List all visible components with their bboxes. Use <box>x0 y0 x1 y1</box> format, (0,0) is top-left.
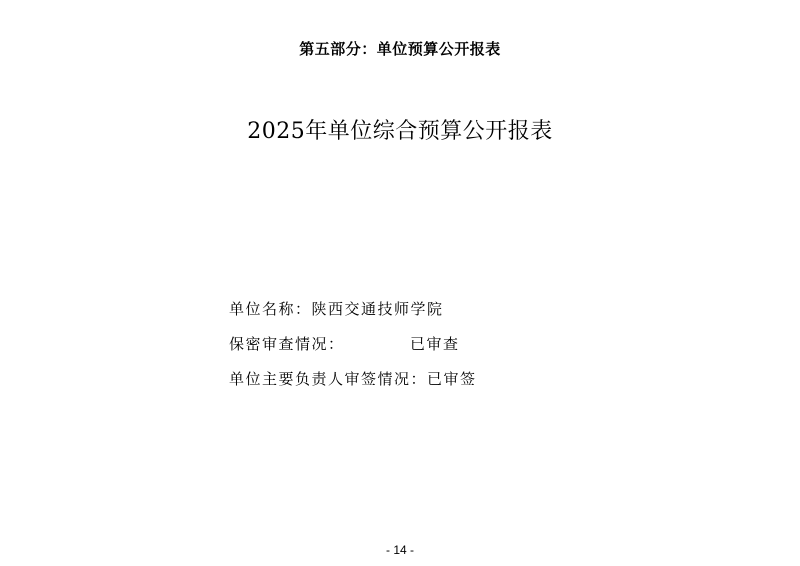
unit-name-value: 陕西交通技师学院 <box>311 300 444 318</box>
unit-info-block <box>229 298 477 403</box>
head-signoff-row <box>229 368 477 403</box>
unit-name-row <box>229 298 477 333</box>
page-title: 2025年单位综合预算公开报表 <box>247 119 553 144</box>
head-signoff-value: 已审签 <box>427 370 477 388</box>
confidential-review-row <box>229 333 477 368</box>
confidential-review-label: 保密审查情况： <box>229 335 345 353</box>
unit-name-label: 单位名称： <box>229 300 312 318</box>
section-heading: 第五部分：单位预算公开报表 <box>299 40 501 58</box>
head-signoff-label: 单位主要负责人审签情况： <box>229 370 428 388</box>
confidential-review-value: 已审查 <box>410 335 460 353</box>
page-number: - 14 - <box>385 543 414 557</box>
